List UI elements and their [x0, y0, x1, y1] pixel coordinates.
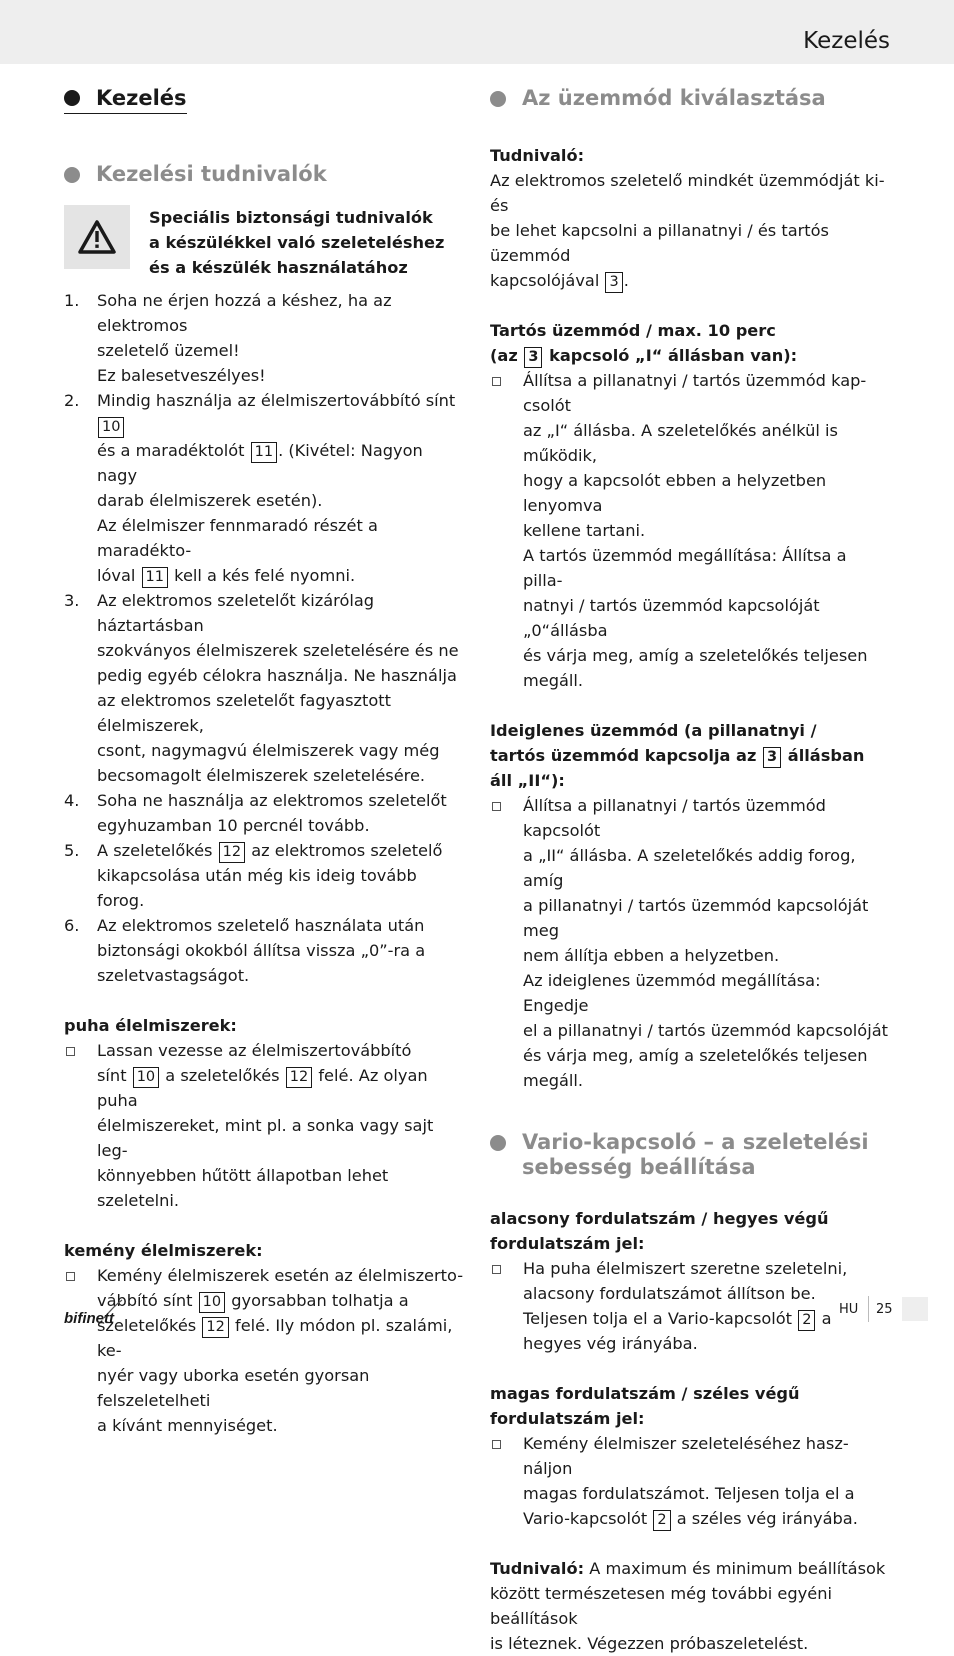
- checkbox-square-icon: [490, 1256, 523, 1356]
- text-span: tartós üzemmód kapcsolja az: [490, 746, 763, 765]
- text-line: [97, 388, 464, 438]
- text-span: Ez balesetveszélyes!: [97, 366, 266, 385]
- list-item: [490, 793, 890, 1093]
- part-reference-number: 11: [142, 567, 168, 588]
- text-line: [97, 488, 464, 513]
- text-line: [97, 963, 425, 988]
- text-span: a „II“ állásba. A szeletelőkés addig forog, amíg: [523, 846, 856, 890]
- section-heading-vario: Vario-kapcsoló – a szeletelési sebesség beállítása: [490, 1130, 890, 1180]
- text-line: [97, 338, 464, 363]
- text-line: [97, 1063, 464, 1113]
- text-line: [97, 1113, 464, 1163]
- text-span: Teljesen tolja el a Vario-kapcsolót: [523, 1309, 798, 1328]
- text-span: felé. Az olyan puha: [97, 1066, 428, 1110]
- part-reference-number: 10: [133, 1067, 159, 1088]
- text-line: [523, 1431, 890, 1481]
- text-line: [523, 893, 890, 943]
- heading-text: Az üzemmód kiválasztása: [522, 86, 826, 110]
- text-line: [523, 468, 890, 518]
- language-code: HU: [839, 1302, 859, 1317]
- text-span: és a maradéktolót: [97, 441, 250, 460]
- text-line: [523, 543, 890, 593]
- text-line: [523, 943, 890, 968]
- text-line: [97, 1163, 464, 1213]
- text-line: [97, 913, 425, 938]
- text-span: kapcsoló „I“ állásban van):: [543, 346, 798, 365]
- text-span: darab élelmiszerek esetén).: [97, 491, 323, 510]
- text-span: egyhuzamban 10 percnél tovább.: [97, 816, 370, 835]
- text-line: [97, 438, 464, 488]
- high-speed-title: magas fordulatszám / széles végű fordulatszám jel:: [490, 1384, 800, 1428]
- text-span: Kemény élelmiszer szeleteléséhez hasz-náljon: [523, 1434, 849, 1478]
- part-reference-number: 11: [251, 442, 277, 463]
- text-span: sínt: [97, 1066, 132, 1085]
- part-reference-number: 10: [98, 417, 124, 438]
- text-span: Az elektromos szeletelő mindkét üzemmódját ki- és: [490, 171, 885, 215]
- text-line: [523, 843, 890, 893]
- right-column: [490, 80, 890, 1656]
- brand-logo-text: bifinett: [64, 1310, 114, 1327]
- text-line: [97, 638, 464, 663]
- text-span: Mindig használja az élelmiszertovábbító sínt: [97, 391, 456, 410]
- list-item: [64, 288, 464, 388]
- footer-divider: [868, 1296, 869, 1322]
- text-line: [97, 1263, 464, 1288]
- text-line: [97, 363, 464, 388]
- text-line: [523, 1506, 890, 1531]
- text-span: .: [623, 271, 629, 290]
- part-reference-number: 12: [286, 1067, 312, 1088]
- text-span: Ha puha élelmiszert szeretne szeletelni,: [523, 1259, 848, 1278]
- text-line: [97, 1313, 464, 1363]
- text-span: . (Kivétel: Nagyon nagy: [97, 441, 423, 485]
- section-heading-tudnivalok: [64, 162, 464, 187]
- text-span: Kemény élelmiszerek esetén az élelmiszerto-: [97, 1266, 464, 1285]
- brand-logo: [64, 1296, 128, 1328]
- list-item: [64, 913, 464, 988]
- text-span: Az elektromos szeletelőt kizárólag háztartásban: [97, 591, 375, 635]
- part-reference-number: 3: [605, 272, 622, 293]
- text-span: Tartós üzemmód / max. 10 perc: [490, 321, 776, 340]
- safety-list: [64, 288, 464, 988]
- text-span: a széles vég irányába.: [671, 1509, 858, 1528]
- text-span: kellene tartani.: [523, 521, 646, 540]
- text-line: [523, 968, 890, 1018]
- text-span: a szeletelőkés: [160, 1066, 285, 1085]
- text-line: [523, 368, 890, 418]
- text-line: [97, 563, 464, 588]
- text-line: [490, 743, 890, 768]
- text-span: a kívánt mennyiséget.: [97, 1416, 278, 1435]
- text-line: [97, 838, 464, 863]
- text-span: az elektromos szeletelőt fagyasztott élelmiszerek,: [97, 691, 391, 735]
- note-text: [490, 168, 890, 293]
- text-span: állásban: [782, 746, 865, 765]
- heading-text: Kezelés: [96, 86, 187, 110]
- text-line: [523, 1018, 890, 1043]
- text-span: a: [816, 1309, 832, 1328]
- list-item: [64, 788, 464, 838]
- text-span: A szeletelőkés: [97, 841, 218, 860]
- list-item: [64, 1263, 464, 1438]
- temporary-mode-title: [490, 718, 890, 793]
- text-line: [523, 1281, 847, 1306]
- text-line: [490, 168, 890, 218]
- text-span: Ideiglenes üzemmód (a pillanatnyi /: [490, 721, 817, 740]
- part-reference-number: 3: [524, 347, 542, 368]
- text-line: [97, 688, 464, 738]
- text-span: felé. Ily módon pl. szalámi, ke-: [97, 1316, 453, 1360]
- section-heading-kezeles: [64, 86, 187, 114]
- text-span: szokványos élelmiszerek szeletelésére és ne: [97, 641, 459, 660]
- list-item: [490, 368, 890, 693]
- text-line: [97, 813, 447, 838]
- text-span: szeletvastagságot.: [97, 966, 250, 985]
- text-line: [97, 513, 464, 563]
- part-reference-number: 2: [798, 1310, 815, 1331]
- list-number: 4.: [64, 791, 80, 810]
- text-line: [97, 738, 464, 763]
- text-line: [523, 593, 890, 643]
- text-line: [523, 418, 890, 468]
- text-span: Az elektromos szeletelő használata után: [97, 916, 425, 935]
- list-number: 3.: [64, 591, 80, 610]
- checkbox-square-icon: [490, 1431, 523, 1531]
- text-span: be lehet kapcsolni a pillanatnyi / és tartós üzemmód: [490, 221, 829, 265]
- text-span: könnyebben hűtött állapotban lehet szeletelni.: [97, 1166, 389, 1210]
- text-span: Lassan vezesse az élelmiszertovábbító: [97, 1041, 412, 1060]
- heading-bullet-icon: [64, 90, 80, 106]
- safety-warning: [64, 205, 464, 280]
- text-line: [490, 343, 890, 368]
- checkbox-square-icon: [490, 368, 523, 693]
- text-span: nyér vagy uborka esetén gyorsan felszeletelheti: [97, 1366, 370, 1410]
- section-heading-uzemmod: [490, 86, 890, 111]
- list-item: [64, 588, 464, 788]
- left-column: [64, 80, 464, 1438]
- text-line: [523, 793, 890, 843]
- text-span: (az: [490, 346, 524, 365]
- text-span: Az ideiglenes üzemmód megállítása: Engedje: [523, 971, 821, 1015]
- text-span: kapcsolójával: [490, 271, 605, 290]
- text-line: [490, 318, 890, 343]
- text-span: vábbító sínt: [97, 1291, 198, 1310]
- text-line: [523, 1481, 890, 1506]
- list-item: [490, 1431, 890, 1531]
- text-span: hogy a kapcsolót ebben a helyzetben lenyomva: [523, 471, 827, 515]
- text-span: biztonsági okokból állítsa vissza „0”-ra a: [97, 941, 426, 960]
- page-number: 25: [876, 1302, 893, 1317]
- list-item: [490, 1256, 890, 1356]
- text-line: [523, 1043, 890, 1093]
- part-reference-number: 10: [199, 1292, 225, 1313]
- low-speed-title: alacsony fordulatszám / hegyes végű fordulatszám jel:: [490, 1209, 829, 1253]
- text-line: [97, 1413, 464, 1438]
- text-span: és várja meg, amíg a szeletelőkés teljesen megáll.: [523, 646, 868, 690]
- heading-text: Kezelési tudnivalók: [96, 162, 327, 186]
- page-header: [0, 0, 954, 64]
- text-span: kikapcsolása után még kis ideig tovább forog.: [97, 866, 417, 910]
- header-title: Kezelés: [803, 28, 890, 54]
- text-line: [490, 268, 890, 293]
- text-line: [97, 663, 464, 688]
- text-span: a pillanatnyi / tartós üzemmód kapcsolóját meg: [523, 896, 869, 940]
- warning-icon: [64, 205, 130, 269]
- list-item: [64, 1038, 464, 1213]
- text-span: hegyes vég irányába.: [523, 1334, 698, 1353]
- heading-bullet-icon: [490, 1135, 506, 1151]
- text-span: becsomagolt élelmiszerek szeletelésére.: [97, 766, 426, 785]
- permanent-mode-title: [490, 318, 890, 368]
- text-span: magas fordulatszámot. Teljesen tolja el a: [523, 1484, 855, 1503]
- text-span: Vario-kapcsolót: [523, 1509, 653, 1528]
- text-line: [97, 1288, 464, 1313]
- text-span: élelmiszereket, mint pl. a sonka vagy sajt leg-: [97, 1116, 434, 1160]
- text-span: és várja meg, amíg a szeletelőkés teljesen megáll.: [523, 1046, 868, 1090]
- footer-tab: [902, 1297, 928, 1321]
- text-line: [97, 1038, 464, 1063]
- text-span: gyorsabban tolhatja a: [226, 1291, 409, 1310]
- text-line: [97, 863, 464, 913]
- text-line: [523, 1331, 847, 1356]
- soft-food-title: puha élelmiszerek:: [64, 1016, 237, 1035]
- text-line: [523, 643, 890, 693]
- text-span: Állítsa a pillanatnyi / tartós üzemmód kapcsolót: [523, 796, 826, 840]
- text-line: [523, 1306, 847, 1331]
- list-number: 6.: [64, 916, 80, 935]
- part-reference-number: 12: [219, 842, 245, 863]
- text-line: [490, 718, 890, 743]
- hard-food-title: kemény élelmiszerek:: [64, 1241, 263, 1260]
- heading-bullet-icon: [490, 91, 506, 107]
- text-span: lóval: [97, 566, 141, 585]
- text-span: az „I“ állásba. A szeletelőkés anélkül is működik,: [523, 421, 838, 465]
- text-span: Soha ne használja az elektromos szeletelőt: [97, 791, 447, 810]
- text-line: [97, 1363, 464, 1413]
- text-span: A tartós üzemmód megállítása: Állítsa a pilla-: [523, 546, 847, 590]
- warning-title: Speciális biztonsági tudnivalók a készülékkel való szeleteléshez és a készülék használatához: [149, 208, 445, 277]
- part-reference-number: 3: [763, 747, 781, 768]
- part-reference-number: 12: [202, 1317, 228, 1338]
- heading-bullet-icon: [64, 167, 80, 183]
- text-span: nem állítja ebben a helyzetben.: [523, 946, 780, 965]
- text-line: [97, 763, 464, 788]
- checkbox-square-icon: [490, 793, 523, 1093]
- text-span: csont, nagymagvú élelmiszerek vagy még: [97, 741, 440, 760]
- text-line: [97, 588, 464, 638]
- text-line: [97, 788, 447, 813]
- text-span: az elektromos szeletelő: [246, 841, 443, 860]
- text-line: [523, 518, 890, 543]
- list-number: 5.: [64, 841, 80, 860]
- text-span: szeletelő üzemel!: [97, 341, 240, 360]
- text-span: el a pillanatnyi / tartós üzemmód kapcsolóját: [523, 1021, 888, 1040]
- text-line: [97, 288, 464, 338]
- text-span: natnyi / tartós üzemmód kapcsolóját „0“állásba: [523, 596, 820, 640]
- text-line: [97, 938, 425, 963]
- text-span: Állítsa a pillanatnyi / tartós üzemmód kap-csolót: [523, 371, 867, 415]
- text-line: [490, 218, 890, 268]
- text-span: áll „II“):: [490, 771, 565, 790]
- checkbox-square-icon: [64, 1263, 97, 1438]
- text-line: [523, 1256, 847, 1281]
- note-title: Tudnivaló:: [490, 146, 585, 165]
- text-span: pedig egyéb célokra használja. Ne használja: [97, 666, 457, 685]
- list-number: 1.: [64, 291, 80, 310]
- part-reference-number: 2: [653, 1510, 670, 1531]
- list-number: 2.: [64, 391, 80, 410]
- list-item: [64, 388, 464, 588]
- text-span: szeletelőkés: [97, 1316, 202, 1335]
- text-span: Az élelmiszer fennmaradó részét a maradékto-: [97, 516, 378, 560]
- list-item: [64, 838, 464, 913]
- text-span: alacsony fordulatszámot állítson be.: [523, 1284, 816, 1303]
- text-span: kell a kés felé nyomni.: [169, 566, 356, 585]
- checkbox-square-icon: [64, 1038, 97, 1213]
- tip-text: Tudnivaló: A maximum és minimum beállítások között természetesen még további egyéni beállítások is léteznek. Végezzen próbaszeletelést.: [490, 1559, 886, 1653]
- text-line: [490, 768, 890, 793]
- text-span: Soha ne érjen hozzá a késhez, ha az elektromos: [97, 291, 392, 335]
